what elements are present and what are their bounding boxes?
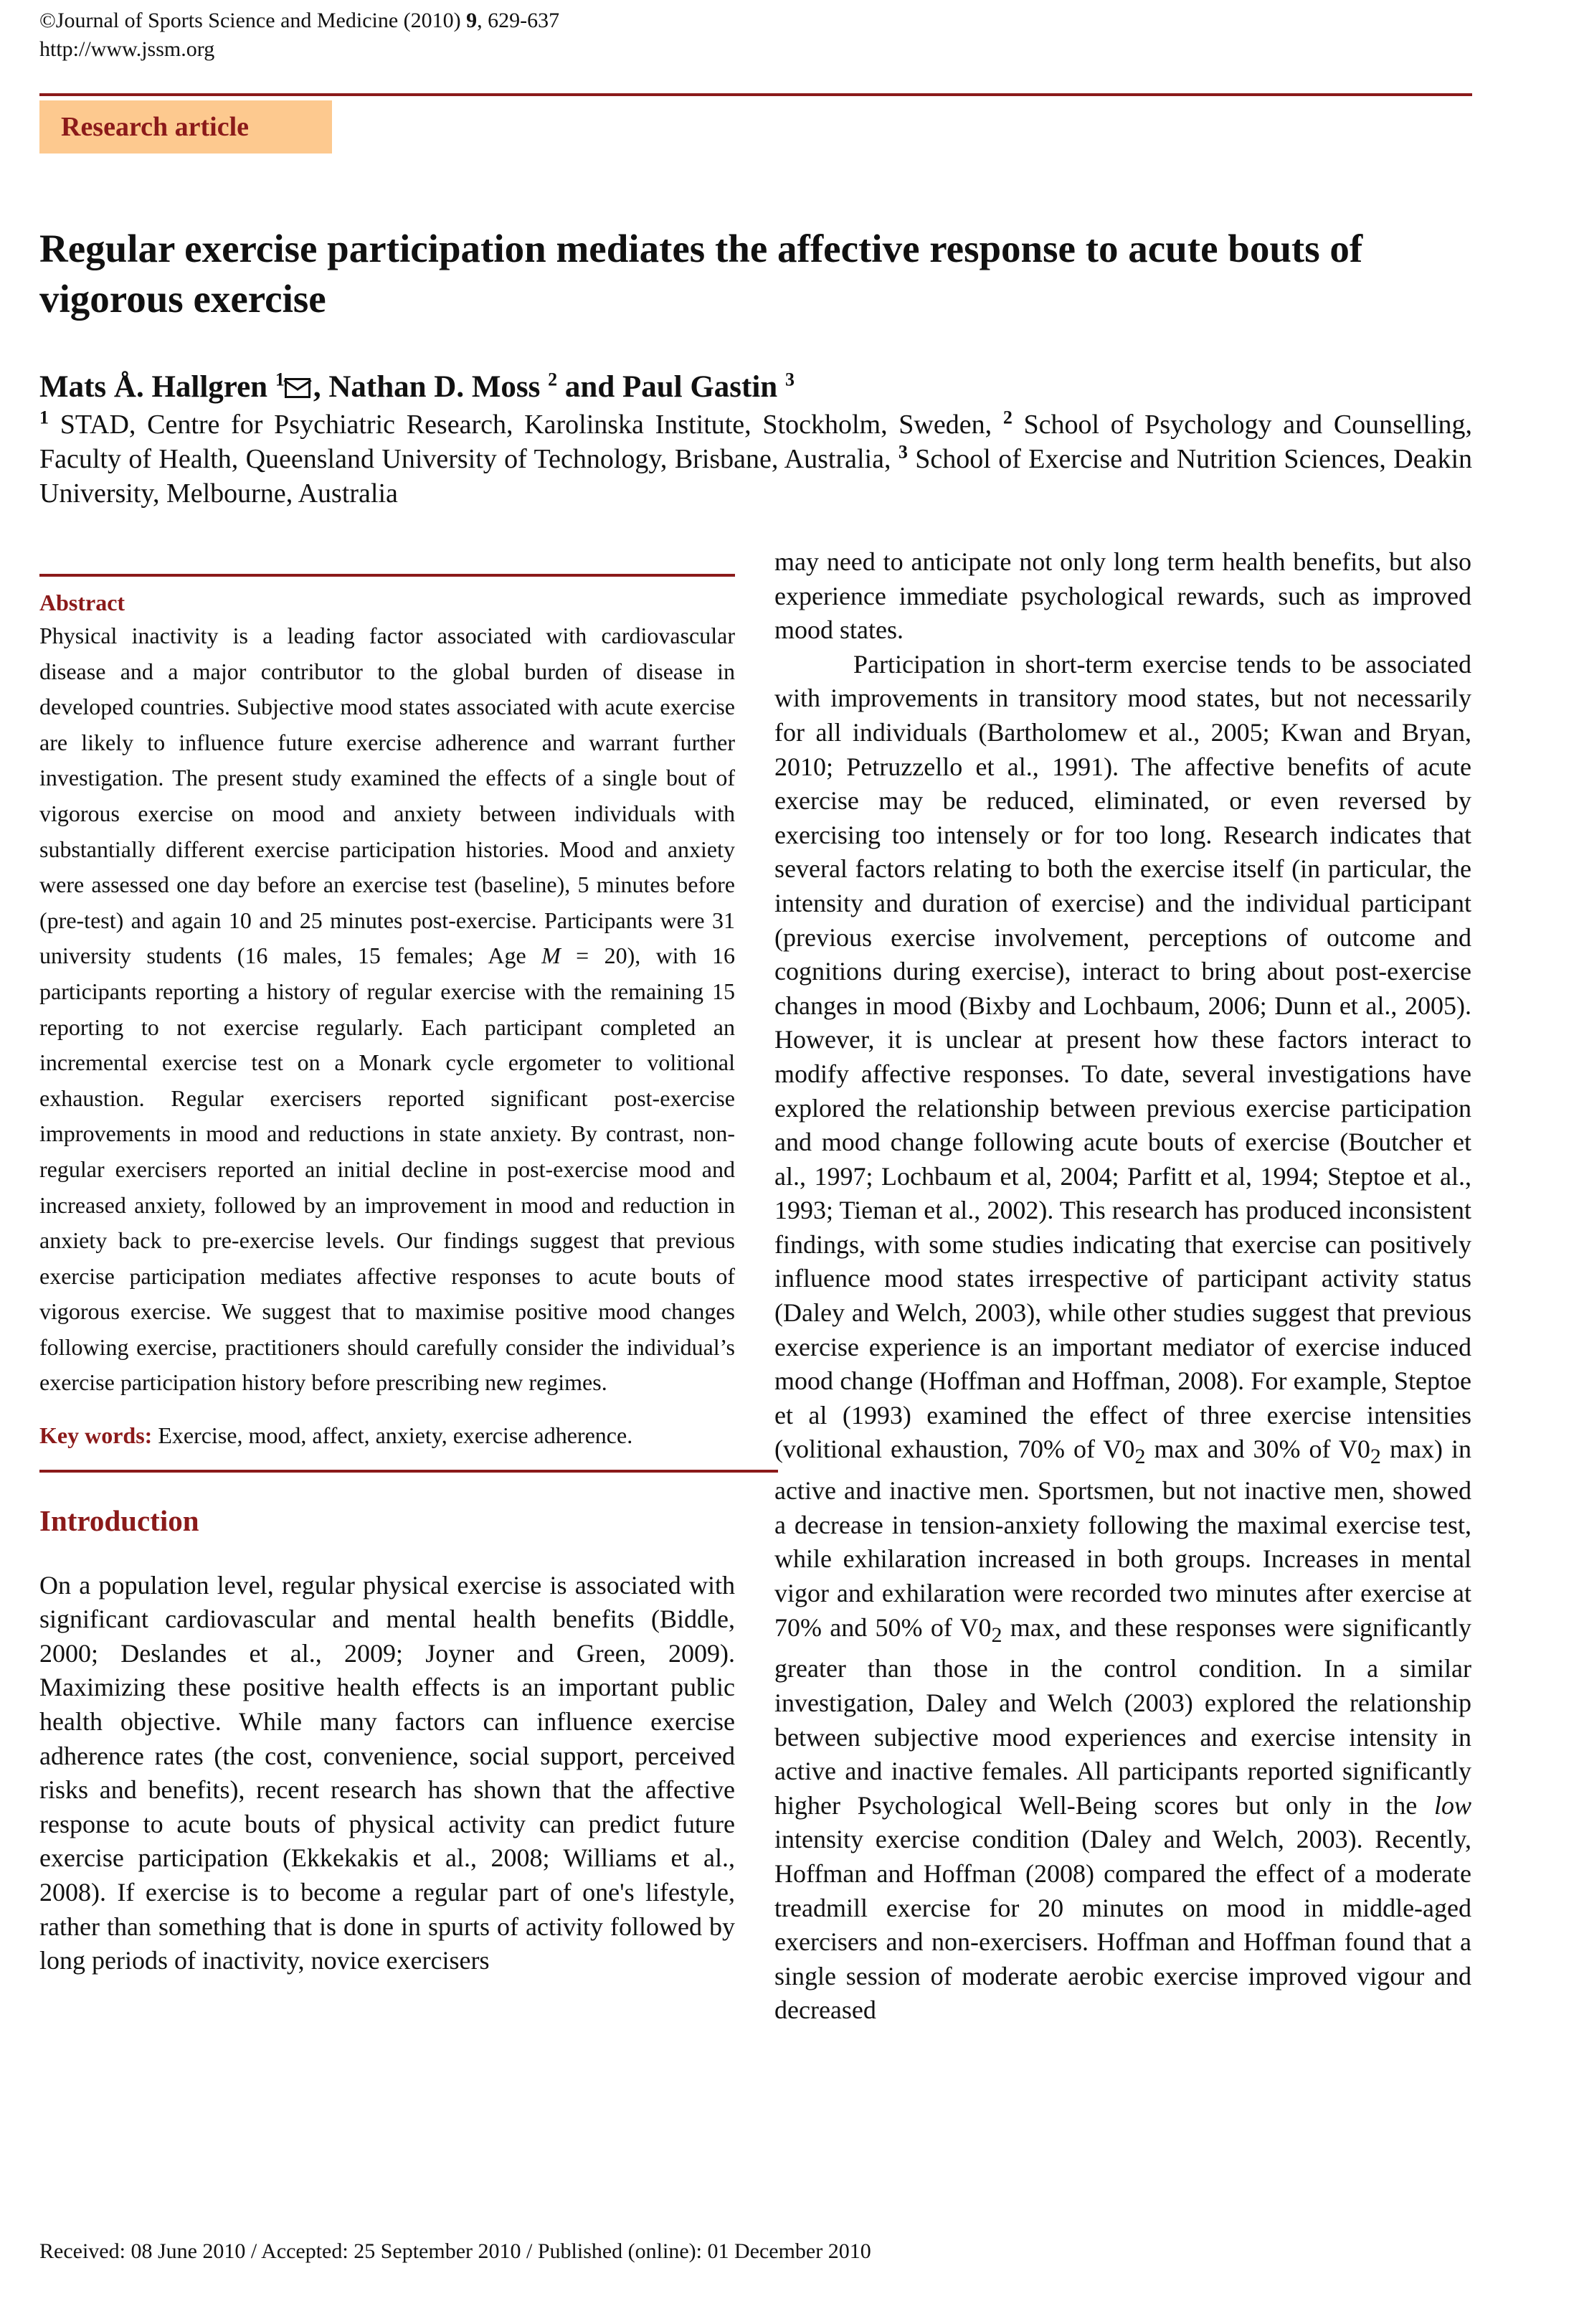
author-sup: 2 [548, 369, 558, 390]
introduction-heading: Introduction [39, 1503, 199, 1537]
journal-pages: , 629-637 [477, 9, 560, 32]
article-title: Regular exercise participation mediates the affective response to acute bouts of vigorous exercise [39, 227, 1363, 321]
abstract-mean-symbol: M [541, 943, 561, 969]
subscript: 2 [991, 1622, 1002, 1647]
abstract-top-rule [39, 574, 735, 577]
author-sup: 3 [784, 369, 795, 390]
journal-volume: 9 [466, 9, 478, 32]
email-icon[interactable] [285, 378, 310, 398]
abstract-bottom-rule [39, 1470, 778, 1473]
author-sup: 1 [275, 369, 285, 390]
body-text-segment: max and 30% of V0 [1145, 1435, 1370, 1464]
header-rule [39, 93, 1472, 96]
journal-citation [39, 9, 559, 33]
emphasis-low: low [1433, 1790, 1471, 1820]
right-column [774, 545, 1471, 2028]
affiliations [39, 407, 1472, 511]
affil-sup: 2 [1002, 407, 1013, 428]
abstract-text-a: Physical inactivity is a leading factor associated with cardiovascular disease and a major contributor to the global burden of disease in developed countries. Subjective mood states associated with acute exercise are likely to influence future exercise adherence and warrant further investigation. The present study examined the effects of a single bout of vigorous exercise on mood and anxiety between individuals with substantially different exercise participation histories. Mood and anxiety were assessed one day before an exercise test (baseline), 5 minutes before (pre-test) and again 10 and 25 minutes post-exercise. Participants were 31 university students (16 males, 15 females; Age [39, 623, 735, 969]
journal-url[interactable]: http://www.jssm.org [39, 37, 215, 61]
journal-name: ©Journal of Sports Science and Medicine (2010) [39, 9, 467, 32]
keywords [39, 1418, 735, 1454]
keywords-label: Key words: [39, 1422, 153, 1449]
body-text-segment: Participation in short-term exercise tends to be associated with improvements in transitory mood states, but not necessarily for all individuals (Bartholomew et al., 2005; Kwan and Bryan, 2010; Petruzzello et al., 1991). The affective benefits of acute exercise may be reduced, eliminated, or even reversed by exercising too intensely or for too long. Research indicates that several factors relating to both the exercise itself (in particular, the intensity and duration of exercise) and the individual participant (previous exercise involvement, perceptions of outcome and cognitions during exercise), interact to bring about post-exercise changes in mood (Bixby and Lochbaum, 2006; Dunn et al., 2005). However, it is unclear at present how these factors interact to modify affective responses. To date, several investigations have explored the relationship between previous exercise participation and mood change following acute bouts of exercise (Boutcher et al., 1997; Lochbaum et al, 2004; Parfitt et al, 1994; Steptoe et al., 1993; Tieman et al., 2002). This research has produced inconsistent findings, with some studies indicating that exercise can positively influence mood states irrespective of participant activity status (Daley and Welch, 2003), while other studies suggest that previous exercise experience is an important mediator of exercise induced mood change (Hoffman and Hoffman, 2008). For example, Steptoe et al (1993) examined the effect of three exercise intensities (volitional exhaustion, 70% of V0 [774, 649, 1471, 1464]
author-moss: , Nathan D. Moss [313, 370, 549, 404]
article-type-badge: Research article [39, 100, 332, 153]
publication-dates: Received: 08 June 2010 / Accepted: 25 September 2010 / Published (online): 01 December 2010 [39, 2239, 871, 2263]
body-text-segment: max) in active and inactive men. Sportsmen, but not inactive men, showed a decrease in tension-anxiety following the maximal exercise test, while exhilaration increased in both groups. Increases in mental vigor and exhilaration were recorded two minutes after exercise at 70% and 50% of V0 [774, 1435, 1471, 1642]
body-paragraph [774, 648, 1471, 2028]
author-hallgren: Mats Å. Hallgren [39, 370, 275, 404]
subscript: 2 [1370, 1445, 1381, 1469]
affil-sup: 3 [898, 441, 908, 463]
body-text-segment: max, and these responses were significantly greater than those in the control condition. In a similar investigation, Daley and Welch (2003) explored the relationship between subjective mood experiences and exercise intensity in active and inactive females. All participants reported significantly higher Psychological Well-Being scores but only in the [774, 1612, 1471, 1820]
abstract-text-b: = 20), with 16 participants reporting a history of regular exercise with the remaining 15 reporting to not exercise regularly. Each participant completed an incremental exercise test on a Monark cycle ergometer to volitional exhaustion. Regular exercisers reported significant post-exercise improvements in mood and reductions in state anxiety. By contrast, non-regular exercisers reported an initial decline in post-exercise mood and increased anxiety, followed by an improvement in mood and reduction in anxiety back to pre-exercise levels. Our findings suggest that previous exercise participation mediates affective responses to acute bouts of vigorous exercise. We suggest that to maximise positive mood changes following exercise, practitioners should carefully consider the individual’s exercise participation history before prescribing new regimes. [39, 943, 735, 1396]
author-gastin: and Paul Gastin [557, 370, 785, 404]
affil-text: School of Exercise and Nutrition Sciences, Deakin University, Melbourne, Australia [39, 444, 1472, 509]
affil-text: STAD, Centre for Psychiatric Research, Karolinska Institute, Stockholm, Sweden, [49, 410, 1003, 440]
body-paragraph: may need to anticipate not only long term health benefits, but also experience immediate psychological rewards, such as improved mood states. [774, 547, 1471, 645]
abstract-heading: Abstract [39, 590, 125, 615]
subscript: 2 [1134, 1445, 1146, 1469]
left-column [39, 574, 735, 1978]
affil-text: School of Psychology and Counselling, Faculty of Health, Queensland University of Technology, Brisbane, Australia, [39, 410, 1472, 474]
abstract-text [39, 618, 735, 1401]
keywords-text: Exercise, mood, affect, anxiety, exercise adherence. [152, 1422, 633, 1449]
author-list [39, 367, 1472, 407]
affil-sup: 1 [39, 407, 49, 428]
introduction-paragraph: On a population level, regular physical exercise is associated with significant cardiovascular and mental health benefits (Biddle, 2000; Deslandes et al., 2009; Joyner and Green, 2009). Maximizing these positive health effects is an important public health objective. While many factors can influence exercise adherence rates (the cost, convenience, social support, perceived risks and benefits), recent research has shown that the affective response to acute bouts of physical activity can predict future exercise participation (Ekkekakis et al., 2008; Williams et al., 2008). If exercise is to become a regular part of one's lifestyle, rather than something that is done in spurts of activity followed by long periods of inactivity, novice exercisers [39, 1570, 735, 1975]
body-text-segment: intensity exercise condition (Daley and Welch, 2003). Recently, Hoffman and Hoffman (2008) compared the effect of a moderate treadmill exercise for 20 minutes on mood in middle-aged exercisers and non-exercisers. Hoffman and Hoffman found that a single session of moderate aerobic exercise improved vigour and decreased [774, 1825, 1471, 2025]
